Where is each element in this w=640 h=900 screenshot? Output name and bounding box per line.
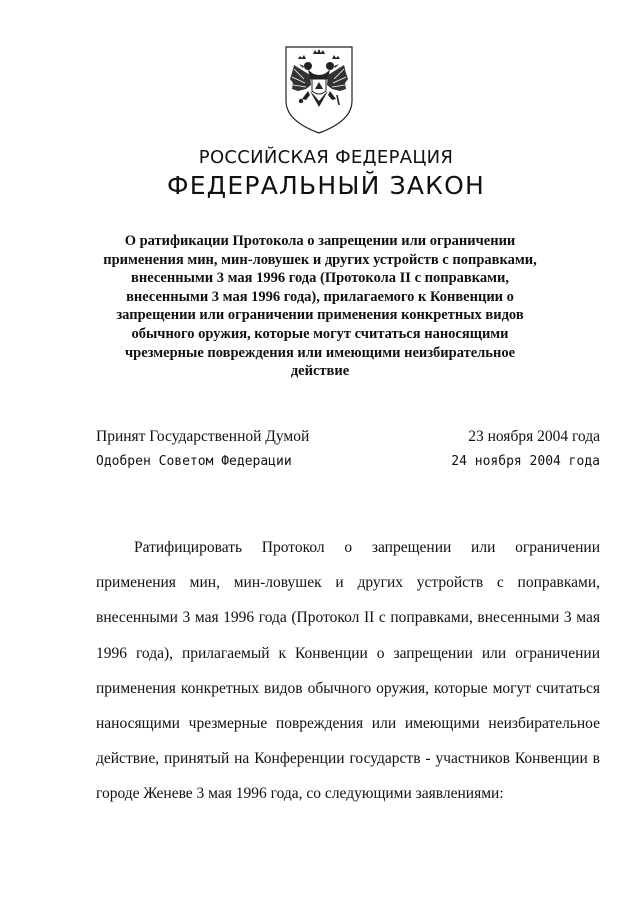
country-name: РОССИЙСКАЯ ФЕДЕРАЦИЯ (198, 147, 454, 168)
document-type: ФЕДЕРАЛЬНЫЙ ЗАКОН (166, 171, 486, 200)
adoption-federation-row (96, 454, 600, 474)
russian-coat-of-arms-icon (284, 45, 354, 135)
duma-date: 23 ноября 2004 года (468, 428, 600, 445)
law-title: О ратификации Протокола о запрещении или ограничении применения мин, мин-ловушек и других устройств с поправками, внесенными 3 мая 1996 года (Протокола II с поправками, внесенными 3 мая 1996 года), прилагаемого к Конвенции о запрещении или ограничении применения конкретных видов обычного оружия, которые могут считаться наносящими чрезмерные повреждения или имеющими неизбирательное действие (103, 233, 537, 380)
federation-date: 24 ноября 2004 года (451, 454, 600, 469)
body-paragraph: Ратифицировать Протокол о запрещении или ограничении применения мин, мин-ловушек и других устройств с поправками, внесенными 3 мая 1996 года (Протокол II с поправками, внесенными 3 мая 1996 года), прилагаемый к Конвенции о запрещении или ограничении применения конкретных видов обычного оружия, которые могут считаться наносящими чрезмерные повреждения или имеющими неизбирательное действие, принятый на Конференции государств - участников Конвенции в городе Женеве 3 мая 1996 года, со следующими заявлениями: (96, 539, 600, 803)
adoption-duma-row (96, 428, 600, 448)
federation-label: Одобрен Советом Федерации (96, 454, 292, 469)
duma-label: Принят Государственной Думой (96, 428, 310, 445)
